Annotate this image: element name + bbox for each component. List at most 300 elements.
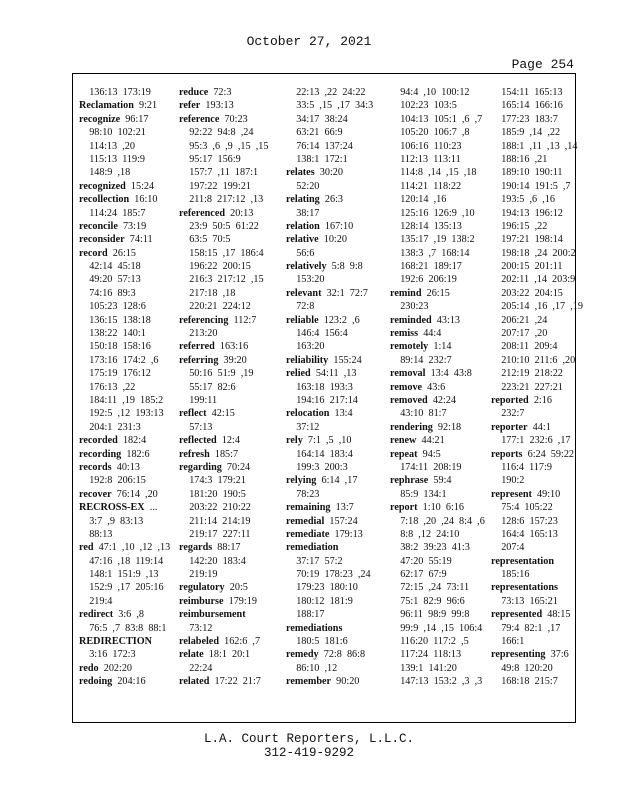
- index-line: [79, 635, 173, 648]
- index-references: 176:13 ,22: [89, 381, 136, 393]
- index-references: 204:16: [117, 676, 146, 688]
- index-line: [491, 367, 573, 380]
- index-line: [179, 233, 273, 246]
- index-line: [179, 648, 273, 661]
- index-line: [390, 99, 484, 112]
- index-references: 30:20: [319, 167, 343, 179]
- index-term: reimbursement: [179, 609, 246, 621]
- index-references: 197:22 199:21: [189, 180, 251, 192]
- index-line: [286, 421, 380, 434]
- index-line: [390, 595, 484, 608]
- index-term: relates: [286, 167, 315, 179]
- index-references: 207:4: [501, 542, 525, 554]
- index-line: [390, 448, 484, 461]
- index-line: [179, 675, 273, 688]
- index-line: [491, 340, 573, 353]
- index-term: relating: [286, 194, 320, 206]
- index-line: [79, 273, 173, 286]
- index-line: [79, 327, 173, 340]
- index-references: 211:14 214:19: [189, 515, 251, 527]
- index-line: [79, 287, 173, 300]
- index-line: [390, 568, 484, 581]
- index-references: 120:14 ,16: [400, 194, 447, 206]
- index-line: [491, 461, 573, 474]
- index-line: [390, 273, 484, 286]
- index-references: 34:17 38:24: [296, 113, 348, 125]
- index-references: 73:12: [189, 622, 213, 634]
- index-term: remotely: [390, 341, 429, 353]
- index-line: [179, 528, 273, 541]
- index-references: 199:3 200:3: [296, 461, 348, 473]
- index-line: [179, 180, 273, 193]
- index-line: [286, 180, 380, 193]
- index-line: [491, 394, 573, 407]
- index-term: reflect: [179, 408, 207, 420]
- index-line: [390, 126, 484, 139]
- index-references: 182:6: [126, 448, 150, 460]
- index-references: 216:3 217:12 ,15: [189, 274, 264, 286]
- index-line: [390, 340, 484, 353]
- index-references: ...: [149, 502, 158, 514]
- index-line: [390, 608, 484, 621]
- index-term: relation: [286, 220, 320, 232]
- index-line: [286, 367, 380, 380]
- index-line: [286, 220, 380, 233]
- index-references: 92:18: [437, 421, 462, 433]
- index-term: relabeled: [179, 636, 219, 648]
- index-term: representations: [491, 582, 558, 594]
- index-line: [390, 220, 484, 233]
- index-references: 232:7: [501, 408, 525, 420]
- index-references: 50:16 51:9 ,19: [189, 368, 254, 380]
- index-term: relied: [286, 368, 311, 380]
- index-references: 147:13 153:2 ,3 ,3: [400, 676, 483, 688]
- index-term: redo: [79, 662, 99, 674]
- index-references: 6:24 59:22: [527, 448, 575, 460]
- index-line: [179, 99, 273, 112]
- index-line: [286, 595, 380, 608]
- footer-firm: L.A. Court Reporters, L.L.C.: [203, 732, 415, 746]
- index-line: [286, 354, 380, 367]
- index-term: remiss: [390, 328, 419, 340]
- index-references: 3:7 ,9 83:13: [89, 515, 144, 527]
- index-references: 223:21 227:21: [501, 381, 563, 393]
- index-references: 86:10 ,12: [296, 662, 338, 674]
- index-references: 180:12 181:9: [296, 595, 353, 607]
- index-line: [491, 488, 573, 501]
- index-references: 198:18 ,24 200:2: [501, 247, 576, 259]
- index-line: [286, 314, 380, 327]
- index-references: 43:6: [427, 381, 446, 393]
- index-references: 52:20: [296, 180, 320, 192]
- index-term: represent: [491, 488, 532, 500]
- index-line: [79, 501, 173, 514]
- index-references: 188:17: [296, 609, 325, 621]
- index-references: 96:17: [125, 113, 149, 125]
- index-references: 54:11 ,13: [315, 368, 357, 380]
- index-references: 96:11 98:9 99:8: [400, 609, 470, 621]
- index-references: 116:4 117:9: [501, 461, 552, 473]
- index-references: 114:24 185:7: [89, 207, 146, 219]
- index-line: [79, 662, 173, 675]
- page-date: October 27, 2021: [246, 34, 372, 49]
- index-references: 43:10 81:7: [400, 408, 447, 420]
- index-line: [286, 126, 380, 139]
- index-line: [179, 247, 273, 260]
- index-references: 193:5 ,6 ,16: [501, 194, 555, 206]
- index-line: [179, 354, 273, 367]
- index-term: regards: [179, 542, 213, 554]
- index-term: remedial: [286, 515, 325, 527]
- index-references: 128:6 157:23: [501, 515, 558, 527]
- index-references: 135:17 ,19 138:2: [400, 234, 475, 246]
- index-term: recover: [79, 488, 112, 500]
- index-line: [79, 140, 173, 153]
- index-term: reliability: [286, 354, 329, 366]
- index-line: [179, 207, 273, 220]
- index-term: reported: [491, 394, 529, 406]
- index-term: reflected: [179, 435, 217, 447]
- index-line: [491, 140, 578, 153]
- index-references: 76:5 ,7 83:8 88:1: [89, 622, 167, 634]
- index-column-1: [79, 86, 173, 716]
- index-references: 157:24: [329, 515, 358, 527]
- index-term: reduce: [179, 87, 209, 98]
- index-references: 142:20 183:4: [189, 555, 246, 567]
- index-line: [79, 608, 173, 621]
- index-references: 208:11 209:4: [501, 341, 558, 353]
- index-references: 76:14 ,20: [116, 488, 158, 500]
- index-line: [390, 434, 484, 447]
- index-references: 210:10 211:6 ,20: [501, 354, 576, 366]
- index-references: 154:11 165:13: [501, 87, 563, 98]
- index-references: 55:17 82:6: [189, 381, 236, 393]
- index-line: [390, 555, 484, 568]
- index-line: [179, 515, 273, 528]
- index-line: [286, 555, 380, 568]
- index-line: [179, 394, 273, 407]
- index-references: 63:21 66:9: [296, 127, 343, 139]
- index-references: 1:14: [433, 341, 452, 353]
- index-references: 179:13: [334, 528, 363, 540]
- index-references: 219:17 227:11: [189, 528, 251, 540]
- index-term: reminded: [390, 314, 432, 326]
- index-line: [286, 381, 380, 394]
- index-line: [390, 421, 484, 434]
- index-term: referring: [179, 354, 219, 366]
- index-references: 219:4: [89, 595, 113, 607]
- index-term: represented: [491, 609, 543, 621]
- index-references: 112:7: [233, 314, 257, 326]
- index-term: renew: [390, 435, 417, 447]
- index-references: 26:15: [112, 247, 136, 259]
- index-references: 181:20 190:5: [189, 488, 246, 500]
- index-references: 59:4: [433, 475, 452, 487]
- index-term: regarding: [179, 461, 222, 473]
- index-references: 1:10 6:16: [422, 502, 464, 514]
- index-line: [179, 287, 273, 300]
- index-references: 167:10: [324, 220, 354, 232]
- index-line: [179, 608, 273, 621]
- index-references: 89:14 232:7: [400, 354, 452, 366]
- index-references: 220:21 224:12: [189, 301, 251, 313]
- index-line: [286, 247, 380, 260]
- index-term: representing: [491, 649, 546, 661]
- index-line: [390, 140, 484, 153]
- index-line: [491, 421, 573, 434]
- index-column-5: [491, 86, 583, 716]
- index-line: [491, 193, 573, 206]
- index-line: [390, 287, 484, 300]
- index-references: 37:17 57:2: [296, 555, 343, 567]
- index-references: 95:3 ,6 ,9 ,15 ,15: [189, 140, 269, 152]
- index-line: [79, 193, 173, 206]
- index-line: [286, 340, 380, 353]
- index-line: [179, 153, 273, 166]
- index-line: [79, 515, 173, 528]
- index-references: 179:23 180:10: [296, 582, 358, 594]
- index-references: 3:16 172:3: [89, 649, 136, 661]
- index-column-3: [286, 86, 380, 716]
- index-line: [179, 434, 273, 447]
- index-references: 99:9 ,14 ,15 106:4: [400, 622, 483, 634]
- index-references: 163:20: [296, 341, 325, 353]
- index-line: [286, 662, 380, 675]
- index-line: [390, 528, 484, 541]
- index-line: [491, 635, 573, 648]
- index-references: 192:5 ,12 193:13: [89, 408, 164, 420]
- index-term: records: [79, 461, 112, 473]
- index-line: [286, 501, 380, 514]
- index-line: [390, 381, 484, 394]
- index-line: [491, 515, 573, 528]
- index-line: [491, 648, 573, 661]
- index-line: [390, 541, 484, 554]
- index-references: 49:20 57:13: [89, 274, 141, 286]
- index-line: [286, 407, 380, 420]
- index-line: [179, 327, 273, 340]
- index-references: 49:8 120:20: [501, 662, 553, 674]
- index-line: [286, 300, 380, 313]
- index-line: [79, 448, 173, 461]
- index-references: 202:20: [103, 662, 133, 674]
- index-term: removal: [390, 368, 426, 380]
- index-line: [491, 555, 573, 568]
- index-line: [79, 648, 173, 661]
- footer-phone: 312-419-9292: [263, 746, 354, 760]
- index-references: 72:3: [213, 87, 232, 98]
- index-line: [390, 180, 484, 193]
- index-line: [79, 233, 173, 246]
- index-line: [79, 488, 173, 501]
- index-references: 10:20: [323, 234, 347, 246]
- index-references: 16:10: [134, 194, 158, 206]
- index-references: 139:1 141:20: [400, 662, 457, 674]
- index-references: 39:20: [223, 354, 247, 366]
- index-references: 114:13 ,20: [89, 140, 135, 152]
- index-line: [179, 340, 273, 353]
- index-line: [79, 180, 173, 193]
- index-references: 174:11 208:19: [400, 461, 462, 473]
- index-references: 162:6 ,7: [224, 636, 261, 648]
- index-references: 85:9 134:1: [400, 488, 447, 500]
- index-term: redoing: [79, 676, 113, 688]
- index-line: [286, 528, 380, 541]
- index-term: referenced: [179, 207, 226, 219]
- index-line: [390, 193, 484, 206]
- index-references: 138:22 140:1: [89, 328, 146, 340]
- index-line: [390, 113, 484, 126]
- index-line: [179, 113, 273, 126]
- index-line: [79, 153, 173, 166]
- index-line: [491, 608, 573, 621]
- index-line: [286, 86, 380, 99]
- index-line: [286, 193, 380, 206]
- index-line: [286, 153, 380, 166]
- index-references: 92:22 94:8 ,24: [189, 127, 254, 139]
- index-line: [179, 474, 273, 487]
- index-line: [79, 434, 173, 447]
- index-line: [179, 193, 273, 206]
- index-term: relate: [179, 649, 204, 661]
- index-line: [79, 367, 173, 380]
- index-line: [79, 675, 173, 688]
- index-references: 213:20: [189, 328, 218, 340]
- index-references: 37:6: [550, 649, 569, 661]
- index-term: reference: [179, 113, 220, 125]
- index-references: 40:13: [116, 461, 140, 473]
- index-references: 44:4: [423, 328, 442, 340]
- index-line: [390, 314, 484, 327]
- index-line: [286, 233, 380, 246]
- index-line: [491, 407, 573, 420]
- index-line: [79, 595, 173, 608]
- index-line: [491, 166, 573, 179]
- index-line: [390, 488, 484, 501]
- index-term: representation: [491, 555, 555, 567]
- index-references: 212:19 218:22: [501, 368, 563, 380]
- index-line: [79, 581, 173, 594]
- index-references: 123:2 ,6: [323, 314, 360, 326]
- index-references: 158:15 ,17 186:4: [189, 247, 264, 259]
- index-references: 72:8 86:8: [323, 649, 366, 661]
- index-line: [390, 207, 484, 220]
- index-line: [286, 581, 380, 594]
- index-references: 153:20: [296, 274, 325, 286]
- index-references: 32:1 72:7: [326, 287, 368, 299]
- index-line: [491, 675, 573, 688]
- index-references: 23:9 50:5 61:22: [189, 220, 259, 232]
- index-line: [79, 99, 173, 112]
- index-line: [179, 488, 273, 501]
- index-references: 114:21 118:22: [400, 180, 462, 192]
- index-references: 104:13 105:1 ,6 ,7: [400, 113, 483, 125]
- index-line: [79, 166, 173, 179]
- index-references: 63:5 70:5: [189, 234, 231, 246]
- index-references: 94:5: [422, 448, 441, 460]
- index-line: [390, 622, 484, 635]
- index-line: [179, 581, 273, 594]
- index-references: 7:1 ,5 ,10: [307, 435, 352, 447]
- index-references: 190:14 191:5 ,7: [501, 180, 571, 192]
- index-line: [179, 273, 273, 286]
- index-term: repeat: [390, 448, 418, 460]
- index-references: 44:21: [421, 435, 445, 447]
- index-term: relatively: [286, 261, 327, 273]
- index-term: reporter: [491, 421, 528, 433]
- index-line: [179, 635, 273, 648]
- index-references: 75:4 105:22: [501, 502, 553, 514]
- index-references: 197:21 198:14: [501, 234, 563, 246]
- index-line: [79, 407, 173, 420]
- index-term: reliable: [286, 314, 319, 326]
- index-line: [79, 568, 173, 581]
- index-line: [79, 340, 173, 353]
- index-references: 75:1 82:9 96:6: [400, 595, 465, 607]
- index-references: 20:5: [229, 582, 248, 594]
- index-term: relative: [286, 234, 319, 246]
- index-term: relocation: [286, 408, 330, 420]
- index-references: 188:16 ,21: [501, 153, 548, 165]
- index-line: [491, 327, 573, 340]
- index-references: 182:4: [122, 435, 147, 447]
- index-term: rely: [286, 435, 303, 447]
- index-references: 90:20: [336, 676, 360, 688]
- index-line: [179, 662, 273, 675]
- index-references: 112:13 113:11: [400, 153, 461, 165]
- index-term: rephrase: [390, 475, 429, 487]
- index-references: 102:23 103:5: [400, 100, 457, 112]
- index-references: 148:1 151:9 ,13: [89, 569, 159, 581]
- index-term: redirect: [79, 609, 114, 621]
- index-references: 205:14 ,16 ,17 ,19: [501, 301, 583, 313]
- index-column-2: [179, 86, 273, 716]
- index-references: 148:9 ,18: [89, 167, 131, 179]
- index-term: refresh: [179, 448, 210, 460]
- index-references: 95:17 156:9: [189, 153, 241, 165]
- index-references: 189:10 190:11: [501, 167, 563, 179]
- index-line: [79, 86, 173, 99]
- index-line: [179, 541, 273, 554]
- index-references: 72:15 ,24 73:11: [400, 582, 470, 594]
- index-references: 138:3 ,7 168:14: [400, 247, 470, 259]
- index-references: 194:13 196:12: [501, 207, 563, 219]
- index-line: [491, 273, 576, 286]
- index-line: [491, 207, 573, 220]
- index-column-4: [390, 86, 484, 716]
- index-references: 88:13: [89, 528, 113, 540]
- index-line: [491, 153, 573, 166]
- index-line: [179, 314, 273, 327]
- index-line: [179, 555, 273, 568]
- index-line: [390, 327, 484, 340]
- index-line: [79, 474, 173, 487]
- index-line: [79, 113, 173, 126]
- index-references: 78:23: [296, 488, 320, 500]
- index-references: 37:12: [296, 421, 320, 433]
- index-line: [79, 314, 173, 327]
- index-references: 62:17 67:9: [400, 569, 447, 581]
- index-references: 18:1 20:1: [208, 649, 251, 661]
- index-line: [390, 153, 484, 166]
- index-line: [390, 394, 484, 407]
- index-line: [286, 434, 380, 447]
- index-references: 48:15: [547, 609, 571, 621]
- index-term: remediation: [286, 542, 339, 554]
- index-line: [179, 86, 273, 99]
- index-references: 157:7 ,11 187:1: [189, 167, 259, 179]
- index-references: 3:6 ,8: [118, 609, 144, 621]
